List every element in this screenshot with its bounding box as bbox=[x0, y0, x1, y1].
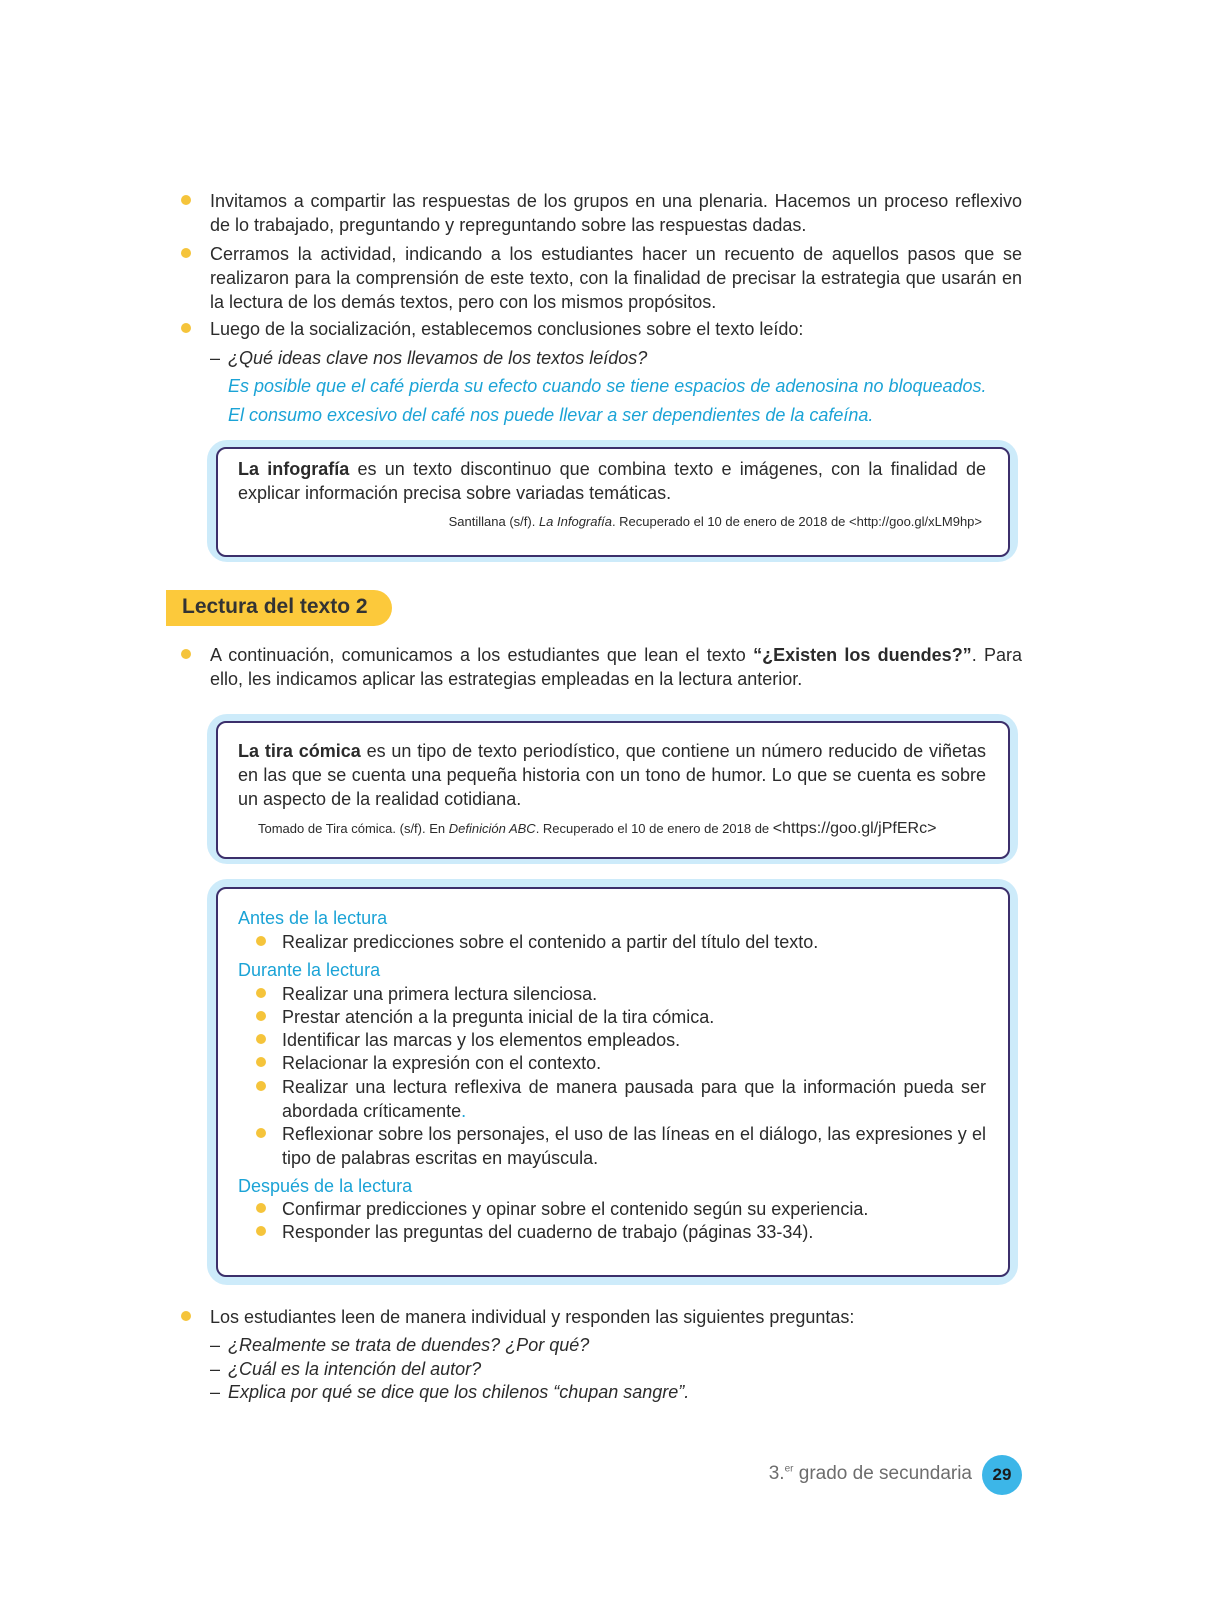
bullet-icon bbox=[256, 1011, 266, 1021]
grade-suffix: er bbox=[784, 1463, 794, 1475]
bullet-icon bbox=[256, 988, 266, 998]
infografia-source-b: . Recuperado el 10 de enero de 2018 de <http://goo.gl/xLM9hp> bbox=[611, 514, 982, 529]
final-question-1 bbox=[210, 1333, 589, 1357]
durante-item-5 bbox=[282, 1075, 986, 1123]
bullet-icon bbox=[256, 1081, 266, 1091]
final-question-2-text: ¿Cuál es la intención del autor? bbox=[228, 1359, 482, 1379]
bullet-icon bbox=[256, 1128, 266, 1138]
question-line bbox=[210, 346, 647, 370]
bullet-icon bbox=[181, 248, 191, 258]
bullet-icon bbox=[181, 649, 191, 659]
tira-source-title: Definición ABC bbox=[448, 821, 536, 836]
durante-title: Durante la lectura bbox=[238, 960, 381, 980]
infografia-source-a: Santillana (s/f). bbox=[448, 514, 539, 529]
durante-item-3: Identificar las marcas y los elementos empleados. bbox=[282, 1030, 681, 1050]
infografia-definition bbox=[238, 457, 986, 505]
final-bullet: Los estudiantes leen de manera individual y responden las siguientes preguntas: bbox=[210, 1307, 855, 1327]
infografia-source-title: La Infografía bbox=[538, 514, 612, 529]
infografia-term: La infografía bbox=[238, 459, 350, 479]
final-question-3 bbox=[210, 1380, 689, 1404]
antes-item-1: Realizar predicciones sobre el contenido a partir del título del texto. bbox=[282, 932, 819, 952]
tira-source-url: <https://goo.gl/jPfERc> bbox=[772, 820, 937, 837]
bullet-icon bbox=[256, 936, 266, 946]
grade-number: 3. bbox=[768, 1463, 785, 1484]
bullet-icon bbox=[181, 1311, 191, 1321]
tira-term: La tira cómica bbox=[238, 741, 361, 761]
bullet-icon bbox=[256, 1203, 266, 1213]
text2-intro bbox=[210, 643, 1022, 691]
footer-grade bbox=[769, 1463, 972, 1485]
infografia-source bbox=[449, 513, 982, 531]
tira-source-a: Tomado de Tira cómica. (s/f). En bbox=[258, 821, 449, 836]
despues-item-1: Confirmar predicciones y opinar sobre el contenido según su experiencia. bbox=[282, 1199, 869, 1219]
section-heading-text: Lectura del texto 2 bbox=[182, 595, 368, 618]
intro-paragraph-1: Invitamos a compartir las respuestas de los grupos en una plenaria. Hacemos un proceso reflexivo de lo trabajado, preguntando y repreguntando sobre las respuestas dadas. bbox=[210, 191, 1022, 235]
answer-1: Es posible que el café pierda su efecto cuando se tiene espacios de adenosina no bloqueados. bbox=[228, 376, 987, 396]
durante-item-4: Relacionar la expresión con el contexto. bbox=[282, 1053, 602, 1073]
despues-title: Después de la lectura bbox=[238, 1176, 413, 1196]
intro-paragraph-2: Cerramos la actividad, indicando a los estudiantes hacer un recuento de aquellos pasos que se realizaron para la comprensión de este texto, con la finalidad de precisar la estrategia que usarán en la lectura de los demás textos, pero con los mismos propósitos. bbox=[210, 244, 1022, 312]
infografia-text: es un texto discontinuo que combina texto e imágenes, con la finalidad de explicar información precisa sobre variadas temáticas. bbox=[238, 459, 986, 503]
durante-item-1: Realizar una primera lectura silenciosa. bbox=[282, 984, 598, 1004]
despues-item-2: Responder las preguntas del cuaderno de trabajo (páginas 33-34). bbox=[282, 1222, 814, 1242]
bullet-icon bbox=[181, 195, 191, 205]
durante-item-5-dot: . bbox=[461, 1101, 467, 1121]
page-number: 29 bbox=[982, 1455, 1022, 1495]
tira-source-b: . Recuperado el 10 de enero de 2018 de bbox=[535, 821, 773, 836]
durante-item-5-text: Realizar una lectura reflexiva de manera pausada para que la información pueda ser abordada críticamente bbox=[282, 1077, 986, 1121]
tira-source bbox=[258, 820, 936, 838]
bullet-icon bbox=[181, 323, 191, 333]
text2-intro-b: . Para ello, les indicamos aplicar las estrategias empleadas en la lectura anterior. bbox=[210, 645, 1022, 689]
grade-text: grado de secundaria bbox=[793, 1463, 972, 1484]
bullet-icon bbox=[256, 1034, 266, 1044]
dash-marker: – bbox=[210, 1335, 221, 1355]
bullet-icon bbox=[256, 1226, 266, 1236]
antes-title: Antes de la lectura bbox=[238, 908, 388, 928]
final-question-3-text: Explica por qué se dice que los chilenos “chupan sangre”. bbox=[228, 1382, 690, 1402]
text2-title: “¿Existen los duendes?” bbox=[753, 645, 972, 665]
durante-item-2: Prestar atención a la pregunta inicial de la tira cómica. bbox=[282, 1007, 715, 1027]
final-question-2 bbox=[210, 1357, 481, 1381]
answer-2: El consumo excesivo del café nos puede llevar a ser dependientes de la cafeína. bbox=[228, 405, 874, 425]
tira-definition bbox=[238, 739, 986, 811]
final-question-1-text: ¿Realmente se trata de duendes? ¿Por qué? bbox=[228, 1335, 590, 1355]
dash-marker: – bbox=[210, 1359, 221, 1379]
dash-marker: – bbox=[210, 348, 221, 368]
dash-marker: – bbox=[210, 1382, 221, 1402]
intro-paragraph-3: Luego de la socialización, establecemos conclusiones sobre el texto leído: bbox=[210, 319, 804, 339]
durante-item-6: Reflexionar sobre los personajes, el uso de las líneas en el diálogo, las expresiones y el tipo de palabras escritas en mayúscula. bbox=[282, 1124, 986, 1168]
section-heading bbox=[166, 590, 392, 626]
text2-intro-a: A continuación, comunicamos a los estudiantes que lean el texto bbox=[210, 645, 754, 665]
tira-text: es un tipo de texto periodístico, que contiene un número reducido de viñetas en las que se cuenta una pequeña historia con un tono de humor. Lo que se cuenta es sobre un aspecto de la realidad cotidiana. bbox=[238, 741, 986, 809]
bullet-icon bbox=[256, 1057, 266, 1067]
question-text: ¿Qué ideas clave nos llevamos de los textos leídos? bbox=[228, 348, 648, 368]
